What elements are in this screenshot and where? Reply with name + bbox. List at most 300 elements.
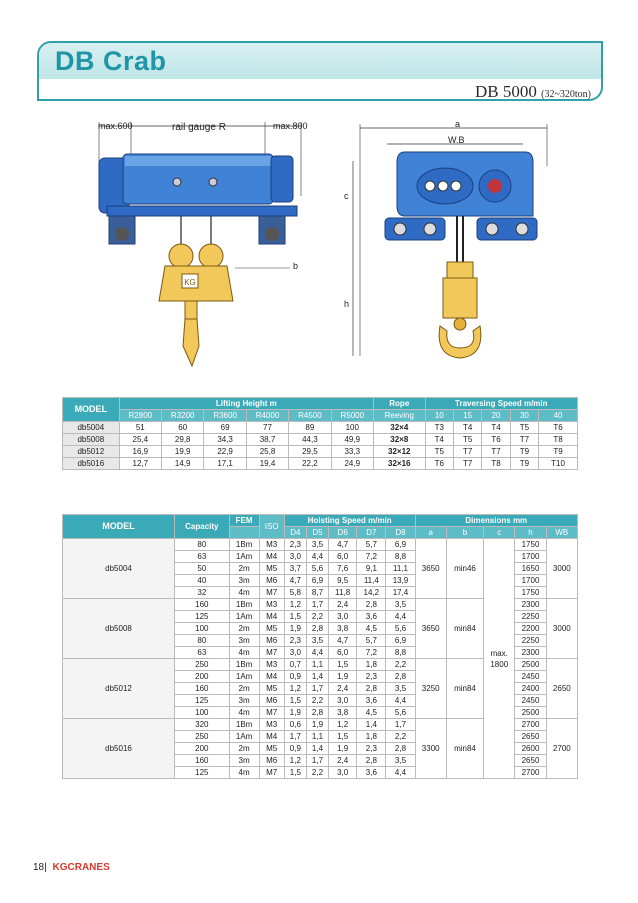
ht-h-cell: 2250 (515, 635, 546, 647)
ht-capacity-cell: 125 (175, 767, 230, 779)
ht-b-cell: min84 (446, 719, 483, 779)
lt-speed-cell: T7 (510, 434, 538, 446)
ht-capacity-cell: 80 (175, 635, 230, 647)
ht-b-cell: min84 (446, 599, 483, 659)
ht-speed-cell: 9,5 (329, 575, 357, 587)
ht-speed-cell: 1,2 (284, 755, 306, 767)
ht-capacity-cell: 250 (175, 731, 230, 743)
ht-iso-cell: M3 (259, 659, 284, 671)
ht-fem-cell: 2m (229, 563, 259, 575)
ht-speed-cell: 5,6 (386, 623, 415, 635)
page-number: 18 (33, 862, 45, 873)
ht-speed-cell: 3,5 (386, 599, 415, 611)
ht-speed-cell: 3,5 (386, 755, 415, 767)
ht-h-cell: 2600 (515, 743, 546, 755)
ht-h-cell: 2700 (515, 767, 546, 779)
ht-speed-cell: 0,9 (284, 671, 306, 683)
ht-speed-cell: 2,8 (386, 743, 415, 755)
ht-model-header: MODEL (63, 515, 175, 539)
ht-iso-cell: M4 (259, 611, 284, 623)
ht-iso-cell: M7 (259, 647, 284, 659)
ht-wb-cell: 3000 (546, 599, 577, 659)
ht-speed-cell: 4,5 (357, 623, 386, 635)
ht-iso-cell: M6 (259, 575, 284, 587)
lt-height-cell: 16,9 (119, 446, 161, 458)
ht-fem-cell: 2m (229, 683, 259, 695)
ht-speed-cell: 1,5 (329, 731, 357, 743)
lt-model-header: MODEL (63, 398, 120, 422)
lt-height-cell: 22,9 (204, 446, 246, 458)
hook-logo: KG (184, 278, 196, 287)
ht-speed-cell: 2,4 (329, 599, 357, 611)
ht-capacity-cell: 50 (175, 563, 230, 575)
ht-speed-cell: 1,9 (329, 671, 357, 683)
lt-height-cell: 89 (289, 422, 331, 434)
ht-speed-cell: 6,9 (386, 635, 415, 647)
ht-hoist-header: Hoisting Speed m/min (284, 515, 415, 527)
ht-speed-cell: 5,6 (386, 707, 415, 719)
page-footer: 18| KGCRANES (33, 862, 110, 873)
lt-height-col: R3600 (204, 410, 246, 422)
ht-capacity-cell: 63 (175, 647, 230, 659)
ht-fem-cell: 4m (229, 707, 259, 719)
lt-height-cell: 33,3 (331, 446, 373, 458)
ht-h-cell: 2650 (515, 755, 546, 767)
ht-speed-cell: 2,2 (306, 767, 328, 779)
ht-speed-cell: 3,0 (329, 695, 357, 707)
lt-model-cell: db5016 (63, 458, 120, 470)
ht-fem-header: FEM (229, 515, 259, 527)
ht-speed-cell: 6,0 (329, 647, 357, 659)
ht-h-cell: 2500 (515, 659, 546, 671)
ht-fem-cell: 4m (229, 647, 259, 659)
ht-wb-cell: 2650 (546, 659, 577, 719)
ht-speed-cell: 1,7 (306, 683, 328, 695)
ht-speed-cell: 1,2 (284, 599, 306, 611)
ht-speed-cell: 13,9 (386, 575, 415, 587)
lt-height-cell: 49,9 (331, 434, 373, 446)
lt-height-cell: 25,4 (119, 434, 161, 446)
lt-height-col: R5000 (331, 410, 373, 422)
lt-height-cell: 29,8 (162, 434, 204, 446)
ht-fem-cell: 1Am (229, 671, 259, 683)
ht-fem-cell: 1Am (229, 611, 259, 623)
table-row (63, 539, 578, 551)
model-label: DB 5000 (475, 82, 537, 101)
ht-speed-cell: 4,7 (284, 575, 306, 587)
ht-fem-cell: 3m (229, 755, 259, 767)
lt-height-cell: 44,3 (289, 434, 331, 446)
ht-iso-header: ISO (259, 515, 284, 539)
lt-height-col: R4500 (289, 410, 331, 422)
ht-iso-cell: M4 (259, 731, 284, 743)
page-title: DB Crab (55, 46, 167, 76)
ht-h-cell: 2300 (515, 647, 546, 659)
lt-height-cell: 77 (246, 422, 288, 434)
ht-speed-cell: 2,3 (357, 671, 386, 683)
lt-rope-cell: 32×16 (373, 458, 425, 470)
ht-speed-cell: 11,8 (329, 587, 357, 599)
ht-iso-cell: M5 (259, 743, 284, 755)
ht-h-cell: 2450 (515, 671, 546, 683)
lt-speed-cell: T5 (510, 422, 538, 434)
ht-speed-cell: 1,5 (284, 767, 306, 779)
ht-speed-cell: 2,8 (357, 755, 386, 767)
lt-speed-cell: T8 (482, 458, 510, 470)
ht-speed-cell: 5,8 (284, 587, 306, 599)
ht-speed-cell: 4,4 (386, 611, 415, 623)
lt-height-cell: 29,5 (289, 446, 331, 458)
crab-drawing (85, 116, 565, 386)
lt-speed-cell: T5 (453, 434, 481, 446)
ht-speed-cell: 2,8 (357, 683, 386, 695)
lt-height-cell: 38,7 (246, 434, 288, 446)
ht-speed-cell: 4,4 (306, 647, 328, 659)
ht-speed-cell: 3,8 (329, 707, 357, 719)
lt-height-cell: 100 (331, 422, 373, 434)
table-row (63, 434, 578, 446)
dim-c: c (344, 191, 349, 201)
ht-wb-cell: 2700 (546, 719, 577, 779)
ht-dim-header: Dimensions mm (415, 515, 577, 527)
lt-model-cell: db5012 (63, 446, 120, 458)
ht-speed-cell: 1,7 (284, 731, 306, 743)
lt-height-cell: 34,3 (204, 434, 246, 446)
ht-speed-cell: 3,5 (306, 539, 328, 551)
ht-speed-cell: 6,9 (306, 575, 328, 587)
ht-dim-col: b (446, 527, 483, 539)
ht-fem-cell: 1Bm (229, 539, 259, 551)
ht-speed-cell: 3,0 (329, 767, 357, 779)
ht-speed-cell: 1,9 (284, 707, 306, 719)
ht-capacity-cell: 160 (175, 755, 230, 767)
ht-speed-cell: 3,5 (306, 635, 328, 647)
lt-model-cell: db5004 (63, 422, 120, 434)
ht-speed-cell: 1,8 (357, 731, 386, 743)
ht-d-col: D5 (306, 527, 328, 539)
lt-speed-col: 30 (510, 410, 538, 422)
ht-b-cell: min46 (446, 539, 483, 599)
ht-speed-cell: 17,4 (386, 587, 415, 599)
lt-speed-col: 40 (539, 410, 578, 422)
ht-speed-cell: 3,6 (357, 695, 386, 707)
ht-capacity-cell: 200 (175, 743, 230, 755)
ht-fem-cell: 1Bm (229, 659, 259, 671)
ht-speed-cell: 3,0 (284, 647, 306, 659)
lt-rope-cell: 32×8 (373, 434, 425, 446)
ht-speed-cell: 1,9 (284, 623, 306, 635)
lt-speed-cell: T4 (425, 434, 453, 446)
ht-speed-cell: 3,6 (357, 611, 386, 623)
lt-height-cell: 17,1 (204, 458, 246, 470)
ht-capacity-cell: 80 (175, 539, 230, 551)
ht-iso-cell: M6 (259, 755, 284, 767)
lt-rope-header: Rope (373, 398, 425, 410)
ht-capacity-header: Capacity (175, 515, 230, 539)
ht-speed-cell: 2,2 (386, 731, 415, 743)
ht-iso-cell: M4 (259, 671, 284, 683)
ht-speed-cell: 2,3 (357, 743, 386, 755)
ht-speed-cell: 1,1 (306, 659, 328, 671)
ht-capacity-cell: 63 (175, 551, 230, 563)
ht-speed-cell: 4,7 (329, 635, 357, 647)
ht-fem-cell: 2m (229, 623, 259, 635)
ht-speed-cell: 2,3 (284, 635, 306, 647)
ht-speed-cell: 4,4 (306, 551, 328, 563)
ht-speed-cell: 4,4 (386, 767, 415, 779)
ht-d-col: D7 (357, 527, 386, 539)
table-row (63, 446, 578, 458)
ht-fem-cell: 2m (229, 743, 259, 755)
lt-height-col: R4000 (246, 410, 288, 422)
lt-speed-cell: T7 (482, 446, 510, 458)
ht-speed-cell: 11,4 (357, 575, 386, 587)
ht-iso-cell: M5 (259, 683, 284, 695)
ht-iso-cell: M7 (259, 707, 284, 719)
ht-speed-cell: 2,2 (306, 695, 328, 707)
ht-iso-cell: M3 (259, 599, 284, 611)
ht-dim-col: a (415, 527, 446, 539)
ht-speed-cell: 1,8 (357, 659, 386, 671)
ht-speed-cell: 0,9 (284, 743, 306, 755)
ht-capacity-cell: 250 (175, 659, 230, 671)
ht-speed-cell: 1,9 (329, 743, 357, 755)
lt-rope-cell: 32×4 (373, 422, 425, 434)
ht-h-cell: 2450 (515, 695, 546, 707)
lt-rope-cell: 32×12 (373, 446, 425, 458)
ht-model-cell: db5016 (63, 719, 175, 779)
ht-capacity-cell: 200 (175, 671, 230, 683)
lt-height-cell: 22,2 (289, 458, 331, 470)
ht-iso-cell: M7 (259, 767, 284, 779)
lt-height-cell: 60 (162, 422, 204, 434)
ht-speed-cell: 7,2 (357, 551, 386, 563)
ht-dim-col: h (515, 527, 546, 539)
lt-speed-header: Traversing Speed m/min (425, 398, 577, 410)
ht-fem-cell: 1Bm (229, 719, 259, 731)
ht-speed-cell: 5,7 (357, 539, 386, 551)
lt-height-cell: 69 (204, 422, 246, 434)
lifting-table (62, 397, 578, 470)
ht-speed-cell: 7,6 (329, 563, 357, 575)
ht-speed-cell: 1,4 (306, 743, 328, 755)
lt-speed-cell: T9 (510, 446, 538, 458)
lt-speed-cell: T9 (539, 446, 578, 458)
ht-fem-cell: 3m (229, 575, 259, 587)
ht-d-col: D4 (284, 527, 306, 539)
ht-capacity-cell: 320 (175, 719, 230, 731)
ht-wb-cell: 3000 (546, 539, 577, 599)
ht-speed-cell: 4,4 (386, 695, 415, 707)
dim-max600: max.600 (98, 121, 133, 131)
lt-height-cell: 12,7 (119, 458, 161, 470)
ht-h-cell: 2400 (515, 683, 546, 695)
ht-iso-cell: M4 (259, 551, 284, 563)
ht-fem-cell: 4m (229, 587, 259, 599)
ht-speed-cell: 1,9 (306, 719, 328, 731)
lt-height-col: R2800 (119, 410, 161, 422)
brand-logo: KGCRANES (52, 862, 110, 873)
lt-speed-cell: T5 (425, 446, 453, 458)
ht-speed-cell: 11,1 (386, 563, 415, 575)
ht-h-cell: 1650 (515, 563, 546, 575)
ht-d-col: D6 (329, 527, 357, 539)
ht-speed-cell: 0,7 (284, 659, 306, 671)
ht-c-cell: max. 1800 (484, 539, 515, 779)
ht-dim-col: c (484, 527, 515, 539)
lt-speed-col: 15 (453, 410, 481, 422)
ht-capacity-cell: 100 (175, 623, 230, 635)
ht-h-cell: 2250 (515, 611, 546, 623)
ht-iso-cell: M5 (259, 623, 284, 635)
lt-height-cell: 19,9 (162, 446, 204, 458)
ht-speed-cell: 3,6 (357, 767, 386, 779)
ht-speed-cell: 1,4 (306, 671, 328, 683)
ht-speed-cell: 7,2 (357, 647, 386, 659)
lt-height-col: R3200 (162, 410, 204, 422)
ht-speed-cell: 1,1 (306, 731, 328, 743)
ht-speed-cell: 1,4 (357, 719, 386, 731)
ht-iso-cell: M5 (259, 563, 284, 575)
ht-capacity-cell: 32 (175, 587, 230, 599)
lt-speed-cell: T10 (539, 458, 578, 470)
lt-height-cell: 19,4 (246, 458, 288, 470)
ht-speed-cell: 3,7 (284, 563, 306, 575)
ht-model-cell: db5008 (63, 599, 175, 659)
lt-speed-cell: T4 (453, 422, 481, 434)
ht-speed-cell: 9,1 (357, 563, 386, 575)
ht-speed-cell: 3,8 (329, 623, 357, 635)
title-banner (37, 41, 603, 101)
ht-a-cell: 3250 (415, 659, 446, 719)
lt-speed-cell: T3 (425, 422, 453, 434)
ht-fem-cell: 1Am (229, 731, 259, 743)
lt-model-cell: db5008 (63, 434, 120, 446)
ht-dim-col: WB (546, 527, 577, 539)
ht-fem-cell: 3m (229, 695, 259, 707)
ht-speed-cell: 5,7 (357, 635, 386, 647)
ht-fem-cell: 4m (229, 767, 259, 779)
lt-height-cell: 51 (119, 422, 161, 434)
ht-a-cell: 3300 (415, 719, 446, 779)
ht-iso-cell: M6 (259, 695, 284, 707)
ht-speed-cell: 1,5 (284, 611, 306, 623)
ht-speed-cell: 5,6 (306, 563, 328, 575)
lt-speed-cell: T8 (539, 434, 578, 446)
ht-model-cell: db5004 (63, 539, 175, 599)
ht-speed-cell: 1,2 (329, 719, 357, 731)
ht-speed-cell: 6,0 (329, 551, 357, 563)
ht-iso-cell: M7 (259, 587, 284, 599)
lt-speed-cell: T7 (453, 458, 481, 470)
ht-speed-cell: 0,6 (284, 719, 306, 731)
ht-speed-cell: 2,3 (284, 539, 306, 551)
ht-fem-cell: 1Bm (229, 599, 259, 611)
ht-speed-cell: 2,8 (357, 599, 386, 611)
ht-capacity-cell: 125 (175, 695, 230, 707)
ht-capacity-cell: 160 (175, 683, 230, 695)
ht-speed-cell: 1,7 (306, 755, 328, 767)
ht-h-cell: 1700 (515, 575, 546, 587)
ht-speed-cell: 4,5 (357, 707, 386, 719)
ht-speed-cell: 1,7 (386, 719, 415, 731)
lt-speed-col: 20 (482, 410, 510, 422)
hoist-table (62, 514, 578, 779)
ht-capacity-cell: 125 (175, 611, 230, 623)
ht-h-cell: 1700 (515, 551, 546, 563)
ht-h-cell: 2200 (515, 623, 546, 635)
ht-speed-cell: 14,2 (357, 587, 386, 599)
ht-speed-cell: 1,5 (284, 695, 306, 707)
ht-speed-cell: 1,7 (306, 599, 328, 611)
ht-speed-cell: 1,2 (284, 683, 306, 695)
ht-speed-cell: 2,8 (306, 623, 328, 635)
ht-h-cell: 2500 (515, 707, 546, 719)
ht-speed-cell: 2,8 (306, 707, 328, 719)
lt-speed-cell: T4 (482, 422, 510, 434)
ht-iso-cell: M3 (259, 719, 284, 731)
ht-speed-cell: 2,2 (306, 611, 328, 623)
ht-speed-cell: 8,8 (386, 551, 415, 563)
dim-max800: max.800 (273, 121, 308, 131)
ht-speed-cell: 6,9 (386, 539, 415, 551)
ht-speed-cell: 2,4 (329, 683, 357, 695)
ht-speed-cell: 8,7 (306, 587, 328, 599)
lt-reeving-col: Reeving (373, 410, 425, 422)
ht-capacity-cell: 40 (175, 575, 230, 587)
dim-b: b (293, 261, 299, 271)
dim-h: h (344, 299, 350, 309)
table-row (63, 458, 578, 470)
ht-b-cell: min84 (446, 659, 483, 719)
lt-height-cell: 25,8 (246, 446, 288, 458)
ht-model-cell: db5012 (63, 659, 175, 719)
ht-a-cell: 3650 (415, 599, 446, 659)
dim-a: a (455, 119, 461, 129)
model-range: (32~320ton) (541, 89, 591, 100)
ht-speed-cell: 2,2 (386, 659, 415, 671)
ht-speed-cell: 2,8 (386, 671, 415, 683)
ht-capacity-cell: 160 (175, 599, 230, 611)
lt-speed-cell: T6 (482, 434, 510, 446)
ht-d-col: D8 (386, 527, 415, 539)
ht-h-cell: 2650 (515, 731, 546, 743)
lt-speed-cell: T9 (510, 458, 538, 470)
ht-capacity-cell: 100 (175, 707, 230, 719)
ht-speed-cell: 2,4 (329, 755, 357, 767)
ht-h-cell: 1750 (515, 539, 546, 551)
model-name (475, 82, 591, 101)
ht-a-cell: 3650 (415, 539, 446, 599)
lt-speed-col: 10 (425, 410, 453, 422)
lt-height-cell: 24,9 (331, 458, 373, 470)
lt-speed-cell: T6 (425, 458, 453, 470)
ht-h-cell: 2700 (515, 719, 546, 731)
ht-speed-cell: 8,8 (386, 647, 415, 659)
lt-height-cell: 14,9 (162, 458, 204, 470)
ht-iso-cell: M6 (259, 635, 284, 647)
ht-fem-cell: 1Am (229, 551, 259, 563)
ht-speed-cell: 3,0 (329, 611, 357, 623)
ht-speed-cell: 3,0 (284, 551, 306, 563)
lt-lifting-header: Lifting Height m (119, 398, 373, 410)
ht-speed-cell: 3,5 (386, 683, 415, 695)
ht-h-cell: 2300 (515, 599, 546, 611)
ht-speed-cell: 1,5 (329, 659, 357, 671)
dim-rail-gauge: rail gauge R (172, 122, 226, 133)
ht-fem-cell: 3m (229, 635, 259, 647)
ht-speed-cell: 4,7 (329, 539, 357, 551)
